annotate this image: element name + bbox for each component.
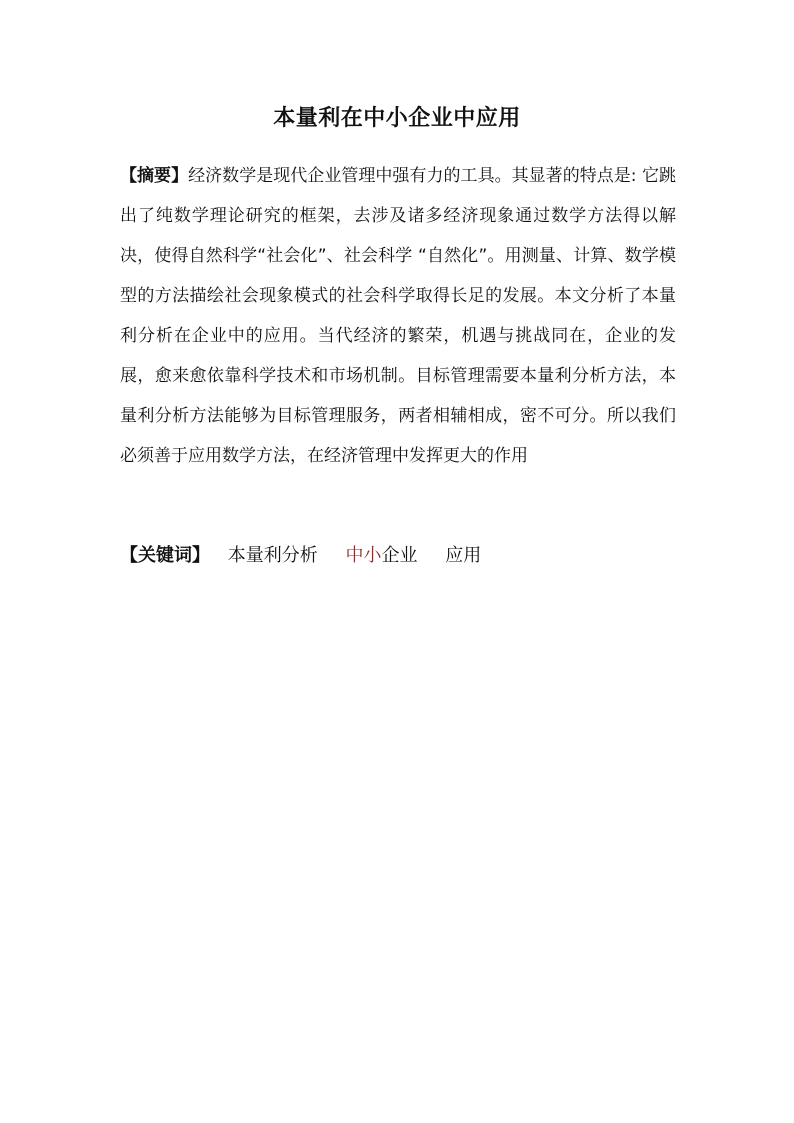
keywords-label: 【关键词】 (120, 545, 210, 566)
abstract-text: 经济数学是现代企业管理中强有力的工具。其显著的特点是: 它跳出了纯数学理论研究的框架，去涉及诸多经济现象通过数学方法得以解决，使得自然科学“社会化”、社会科学 “自然化”。用测量、计算、数学模型的方法描绘社会现象模式的社会科学取得长足的发展。本文分析了本量利分析在企业中的应用。当代经济的繁荣，机遇与挑战同在，企业的发展，愈来愈依靠科学技术和市场机制。目标管理需要本量利分析方法，本量利分析方法能够为目标管理服务，两者相辅相成，密不可分。所以我们必须善于应用数学方法，在经济管理中发挥更大的作用 (120, 166, 676, 466)
keyword-sme (345, 545, 417, 566)
keyword-sme-accent: 中小 (345, 545, 382, 566)
keyword-application: 应用 (445, 545, 482, 566)
keyword-sme-rest: 企业 (381, 545, 418, 566)
abstract-label: 【摘要】 (120, 166, 189, 186)
document-title: 本量利在中小企业中应用 (273, 106, 521, 131)
keyword-cvp-analysis: 本量利分析 (227, 545, 318, 566)
keywords-line (120, 540, 676, 572)
abstract-paragraph (120, 156, 676, 476)
